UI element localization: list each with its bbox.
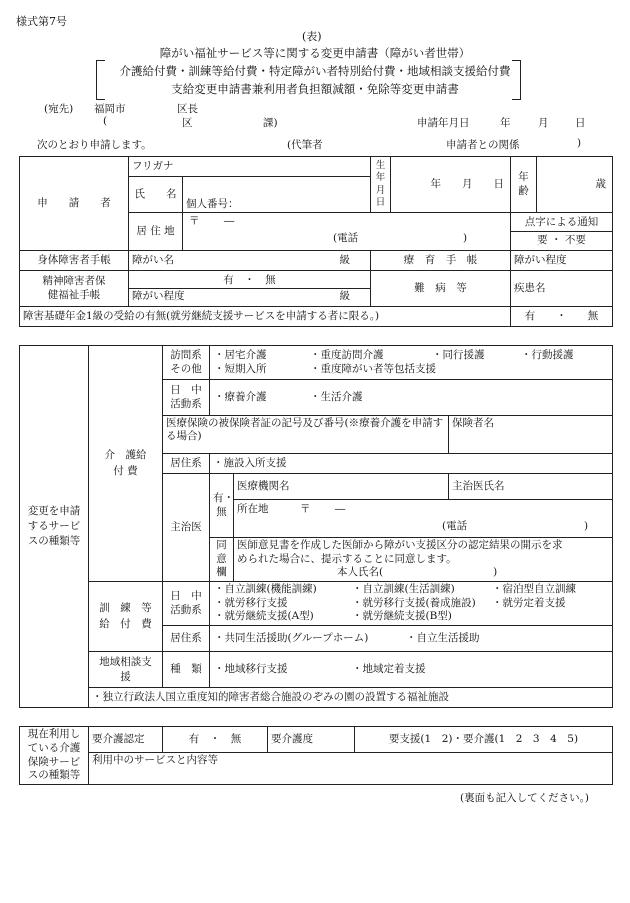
mental-handbook-line1: 精神障害者保 (42, 275, 106, 288)
kunren-item-3[interactable]: ・宿泊型自立訓練 (492, 583, 576, 596)
kunren-item-7[interactable]: ・就労継続支援(A型) (214, 610, 314, 623)
mental-handbook-field[interactable] (129, 271, 371, 307)
kunren-kyoju-label: 居住系 (163, 626, 210, 652)
consent-line1: 医師意見書を作成した医師から障がい支援区分の認定結果の開示を求 (237, 539, 563, 552)
face-label: (表) (302, 30, 322, 43)
date-label: 申請年月日 (417, 117, 470, 129)
physical-disability-field[interactable] (129, 251, 371, 271)
form-number: 様式第7号 (16, 15, 67, 28)
location-label: 所在地 (237, 503, 269, 515)
address-field[interactable] (183, 213, 511, 251)
nanbyo-label: 難 病 等 (371, 271, 511, 307)
kunren-items[interactable] (210, 582, 613, 626)
current-section-label: 現在利用している介護保険サービスの種類等 (20, 727, 89, 785)
kunren-label: 訓 練 等給 付 費 (89, 582, 163, 652)
level-label: 要介護度 (268, 727, 355, 753)
dob-label: 生年月日 (371, 157, 391, 213)
kyoju-label: 居住系 (163, 454, 210, 474)
location-postal: 〒 ― (300, 503, 346, 515)
services-section-label: 変更を申請するサービスの種類等 (20, 346, 89, 708)
mental-grade-unit: 級 (339, 290, 351, 302)
kaigo-label: 介 護給 付 費 (89, 346, 163, 582)
consent-signature-close: ) (493, 566, 498, 579)
kunren-item-8[interactable]: ・就労継続支援(B型) (352, 610, 452, 623)
kunren-item-4[interactable]: ・就労移行支援 (214, 596, 288, 609)
addressee-label: (宛先) (44, 103, 74, 115)
addressee-ku: 区 (182, 117, 193, 129)
mental-handbook-line2: 健福祉手帳 (47, 288, 101, 301)
doui-label: 同意欄 (210, 538, 234, 582)
houmon-item-4[interactable]: ・行動援護 (521, 349, 574, 362)
current-service-table (19, 726, 613, 785)
braille-label: 点字による通知 (511, 214, 612, 232)
proxy-label: (代筆者 (287, 139, 323, 151)
location-field[interactable] (234, 500, 613, 538)
disability-name-label: 障がい名 (132, 253, 174, 266)
addressee-city: 福岡市 (94, 103, 126, 115)
consent-line2: められた場合に、提示することに同意します。 (237, 552, 457, 565)
houmon-items[interactable] (210, 346, 613, 380)
disease-name-field[interactable]: 疾患名 (511, 271, 613, 307)
kunren-kyoju-item-1[interactable]: ・共同生活援助(グループホーム) (214, 631, 369, 644)
braille-cell (511, 213, 613, 251)
kunren-row3 (214, 610, 608, 624)
medical-insurance-text: 医療保険の被保険者証の記号及び番号(※療養介護を申請する場合) (163, 416, 449, 454)
braille-option[interactable]: 要 ・ 不要 (537, 234, 586, 246)
level-option[interactable]: 要支援(1 2)・要介護(1 2 3 4 5) (355, 727, 613, 753)
nintei-label: 要介護認定 (89, 727, 163, 753)
kunren-nitchu-label: 日 中活動系 (163, 582, 210, 626)
nitchu-item-1[interactable]: ・療養介護 (214, 390, 267, 403)
physical-handbook-label: 身体障害者手帳 (20, 251, 129, 271)
title-line1: 障がい福祉サービス等に関する変更申請書（障がい者世帯） (159, 46, 471, 60)
age-label: 年 齢 (511, 157, 537, 213)
houmon-label: 訪問系その他 (163, 346, 210, 380)
date-month: 月 (538, 117, 549, 129)
nitchu-label: 日 中活動系 (163, 380, 210, 416)
footer-note: (裏面も記入してください。) (460, 792, 589, 804)
houmon-item-1[interactable]: ・居宅介護 (214, 349, 267, 362)
kunren-kyoju-items[interactable] (210, 626, 613, 652)
shuji-label: 主治医 (163, 474, 210, 582)
chiiki-kind-label: 種 類 (163, 652, 210, 688)
relation-label: 申請者との関係 (446, 139, 520, 151)
consent-text (234, 538, 613, 582)
mental-degree-row (129, 289, 370, 304)
nitchu-item-2[interactable]: ・生活介護 (310, 390, 363, 403)
chiiki-item-1[interactable]: ・地域移行支援 (214, 662, 288, 675)
pension-text: 障害基礎年金1級の受給の有無(就労継続支援サービスを申請する者に限る。) (20, 307, 511, 327)
consent-signature-row[interactable] (237, 566, 609, 580)
location-phone: (電話 (442, 520, 468, 532)
houmon-row2 (214, 363, 608, 376)
age-unit: 歳 (537, 157, 613, 213)
kunren-item-2[interactable]: ・自立訓練(生活訓練) (352, 583, 455, 596)
ryoiku-degree[interactable]: 障がい程度 (511, 251, 613, 271)
insurer-field[interactable]: 保険者名 (449, 416, 613, 454)
usage-field[interactable]: 利用中のサービスと内容等 (89, 753, 613, 785)
address-phone-close: ) (463, 232, 468, 244)
institution-field[interactable]: 医療機関名 (234, 474, 449, 500)
houmon-item-6[interactable]: ・重度障がい者等包括支援 (310, 362, 436, 375)
kunren-item-6[interactable]: ・就労定着支援 (492, 596, 566, 609)
kunren-row1 (214, 583, 608, 597)
chiiki-label: 地域相談支 援 (89, 652, 163, 688)
nozomi-item[interactable]: ・独立行政法人国立重度知的障害者総合施設のぞみの園の設置する福祉施設 (89, 688, 613, 708)
consent-signature-label: 本人氏名( (337, 566, 384, 579)
houmon-item-2[interactable]: ・重度訪問介護 (310, 349, 384, 362)
applicant-section: 申 請 者 (20, 157, 129, 251)
kunren-item-1[interactable]: ・自立訓練(機能訓練) (214, 583, 317, 596)
address-label: 居 住 地 (129, 213, 183, 251)
title-line2: 介護給付費・訓練等給付費・特定障がい者特別給付費・地域相談支援給付費 (119, 64, 511, 78)
address-postal: 〒 ― (189, 215, 235, 227)
doctor-field[interactable]: 主治医氏名 (449, 474, 613, 500)
title-line3: 支給変更申請書兼利用者負担額減額・免除等変更申請書 (171, 82, 459, 96)
pension-yes-no[interactable]: 有 ・ 無 (511, 307, 613, 327)
addressee-open-paren: ( (103, 115, 108, 127)
ryoiku-label: 療 育 手 帳 (371, 251, 511, 271)
chiiki-items[interactable] (210, 652, 613, 688)
mental-yes-no[interactable]: 有 ・ 無 (129, 273, 370, 289)
kunren-kyoju-item-2[interactable]: ・自立生活援助 (406, 631, 480, 644)
location-row (234, 500, 612, 519)
address-phone: (電話 (333, 232, 359, 244)
intro-text: 次のとおり申請します。 (37, 139, 152, 151)
houmon-item-3[interactable]: ・同行援護 (432, 349, 485, 362)
personal-number-field[interactable]: 個人番号： (183, 177, 371, 213)
nintei-option[interactable]: 有 ・ 無 (163, 727, 268, 753)
date-year: 年 (500, 117, 511, 129)
kyoju-item[interactable]: ・施設入所支援 (210, 454, 613, 474)
addressee-chief: 区長 (177, 103, 198, 115)
applicant-table (19, 156, 613, 327)
chiiki-item-2[interactable]: ・地域定着支援 (352, 662, 426, 675)
services-table (19, 345, 613, 708)
relation-close: ) (577, 137, 582, 149)
furigana-label: フリガナ (129, 157, 371, 177)
dob-value: 年 月 日 (391, 157, 511, 213)
location-phone-close: ) (584, 520, 589, 532)
houmon-row1 (214, 349, 608, 362)
addressee-ka: 課) (263, 117, 278, 129)
kunren-item-5[interactable]: ・就労移行支援(養成施設) (352, 596, 476, 609)
nitchu-items[interactable] (210, 380, 613, 416)
mental-degree-label: 障がい程度 (132, 290, 185, 302)
date-day: 日 (575, 117, 586, 129)
kunren-row2 (214, 597, 608, 611)
physical-grade-unit: 級 (339, 253, 351, 266)
umu-label: 有・無 (210, 474, 234, 538)
name-label: 氏 名 (129, 177, 183, 213)
houmon-item-5[interactable]: ・短期入所 (214, 362, 267, 375)
mental-handbook-label (20, 271, 129, 307)
